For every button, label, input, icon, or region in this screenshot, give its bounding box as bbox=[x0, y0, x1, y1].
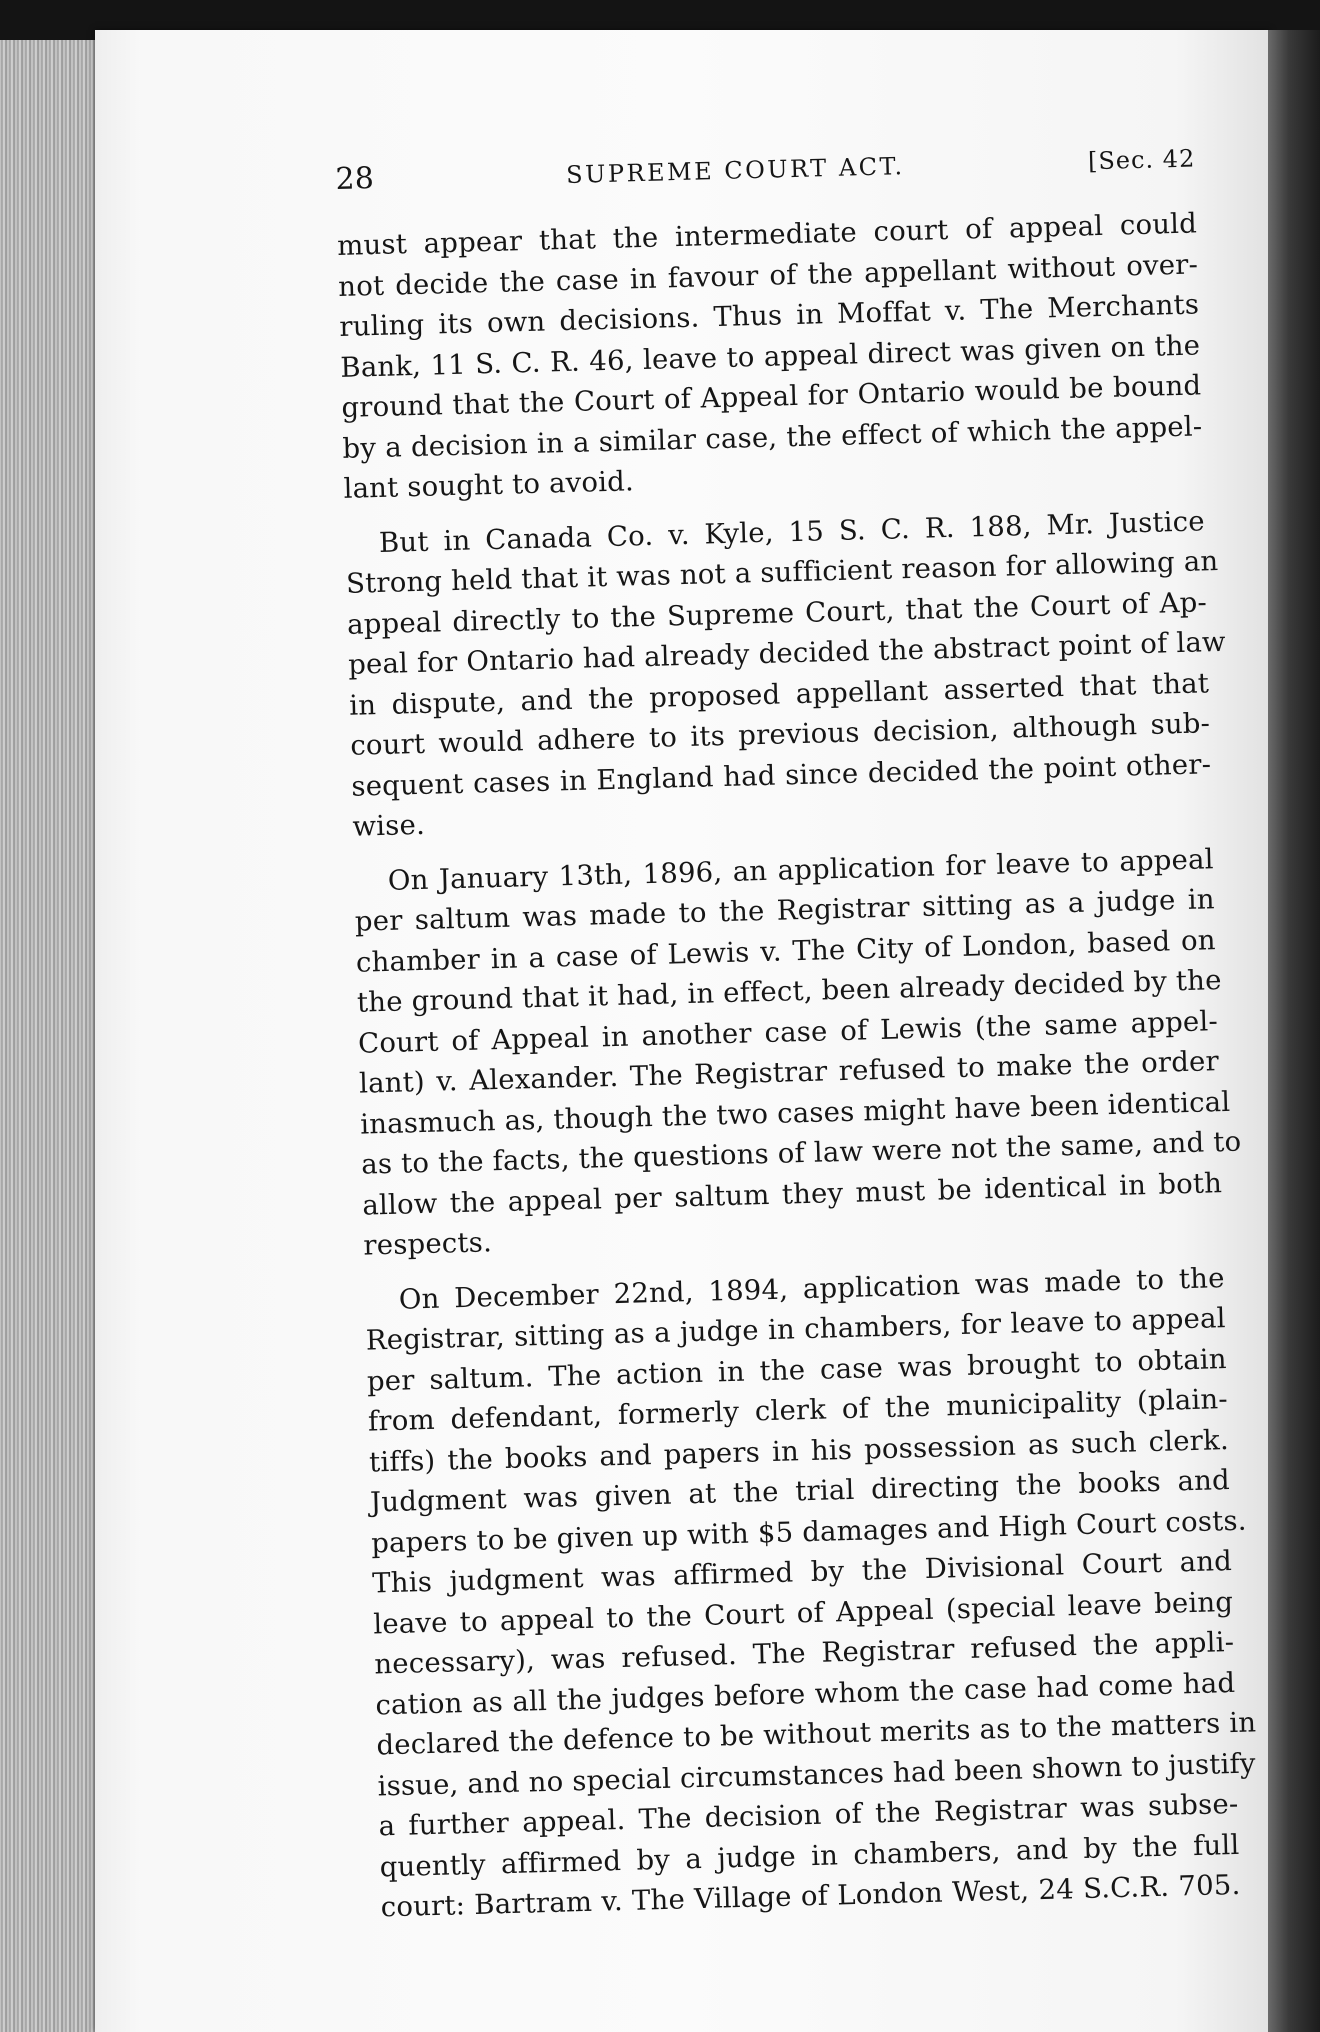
paragraph bbox=[345, 501, 1227, 847]
page-text bbox=[335, 137, 1257, 1941]
running-title: SUPREME COURT ACT. bbox=[565, 152, 905, 189]
text-line: by a decision in a similar case, the effect of which the appel- bbox=[342, 409, 1203, 465]
text-line: court: Bartram v. The Village of London West, 24 S.C.R. 705. bbox=[380, 1868, 1241, 1924]
paragraph bbox=[353, 839, 1242, 1266]
text-line: quently affirmed by a judge in chambers, and by the full bbox=[379, 1828, 1240, 1883]
text-line: respects. bbox=[363, 1226, 493, 1262]
text-line: lant) v. Alexander. The Registrar refused to make the order bbox=[358, 1045, 1220, 1100]
page-number: 28 bbox=[335, 160, 375, 197]
text-line: court would adhere to its previous decision, although sub- bbox=[349, 707, 1211, 762]
text-line: declared the defence to be without merits as to the matters in bbox=[376, 1706, 1257, 1762]
text-line: On December 22nd, 1894, application was made to the bbox=[398, 1261, 1225, 1316]
text-line: sequent cases in England had since decided the point other- bbox=[350, 747, 1212, 803]
text-line: chamber in a case of Lewis v. The City of London, based on bbox=[355, 923, 1217, 979]
text-line: Bank, 11 S. C. R. 46, leave to appeal direct was given on the bbox=[340, 328, 1201, 384]
text-line: as to the facts, the questions of law were not the same, and to bbox=[360, 1125, 1242, 1181]
text-line: ground that the Court of Appeal for Ontario would be bound bbox=[341, 369, 1202, 424]
text-line: must appear that the intermediate court of appeal could bbox=[336, 207, 1198, 262]
text-line: papers to be given up with $5 damages and High Court costs. bbox=[370, 1504, 1247, 1560]
text-line: per saltum. The action in the case was brought to obtain bbox=[366, 1342, 1228, 1398]
text-line: Judgment was given at the trial directing the books and bbox=[369, 1464, 1231, 1519]
text-line: tiffs) the books and papers in his possession as such clerk. bbox=[368, 1423, 1230, 1479]
text-line: Registrar, sitting as a judge in chambers, for leave to appeal bbox=[365, 1302, 1227, 1357]
text-line: lant sought to avoid. bbox=[343, 465, 635, 505]
text-line: from defendant, formerly clerk of the municipality (plain- bbox=[367, 1383, 1229, 1438]
book-binding bbox=[1268, 30, 1320, 2032]
text-line: Strong held that it was not a sufficient reason for allowing an bbox=[345, 545, 1219, 600]
text-line: But in Canada Co. v. Kyle, 15 S. C. R. 188, Mr. Justice bbox=[378, 504, 1206, 559]
text-line: not decide the case in favour of the appellant without over- bbox=[337, 247, 1199, 303]
text-line: leave to appeal to the Court of Appeal (special leave being bbox=[372, 1585, 1234, 1640]
text-line: ruling its own decisions. Thus in Moffat v. The Merchants bbox=[338, 288, 1200, 343]
paragraph bbox=[364, 1258, 1257, 1928]
text-line: wise. bbox=[352, 808, 426, 843]
text-line: issue, and no special circumstances had been shown to justify bbox=[377, 1746, 1256, 1802]
text-line: On January 13th, 1896, an application for leave to appeal bbox=[387, 842, 1215, 897]
text-line: in dispute, and the proposed appellant asserted that that bbox=[348, 666, 1210, 722]
text-line: inasmuch as, though the two cases might have been identical bbox=[359, 1085, 1231, 1141]
page-block-edge bbox=[0, 40, 110, 2032]
text-line: allow the appeal per saltum they must be identical in both bbox=[361, 1166, 1223, 1222]
text-line: Court of Appeal in another case of Lewis (the same appel- bbox=[357, 1004, 1219, 1060]
text-line: a further appeal. The decision of the Registrar was subse- bbox=[378, 1787, 1239, 1843]
text-line: the ground that it had, in effect, been already decided by the bbox=[356, 964, 1222, 1019]
text-line: necessary), was refused. The Registrar refused the appli- bbox=[373, 1625, 1235, 1681]
text-line: per saltum was made to the Registrar sitting as a judge in bbox=[354, 883, 1216, 938]
section-reference: [Sec. 42 bbox=[1087, 144, 1196, 176]
text-line: appeal directly to the Supreme Court, that the Court of Ap- bbox=[346, 585, 1208, 641]
text-line: peal for Ontario had already decided the abstract point of law bbox=[347, 625, 1227, 681]
text-line: cation as all the judges before whom the case had come had bbox=[375, 1666, 1236, 1721]
paragraph bbox=[337, 203, 1204, 509]
text-line: This judgment was affirmed by the Divisional Court and bbox=[371, 1545, 1233, 1600]
